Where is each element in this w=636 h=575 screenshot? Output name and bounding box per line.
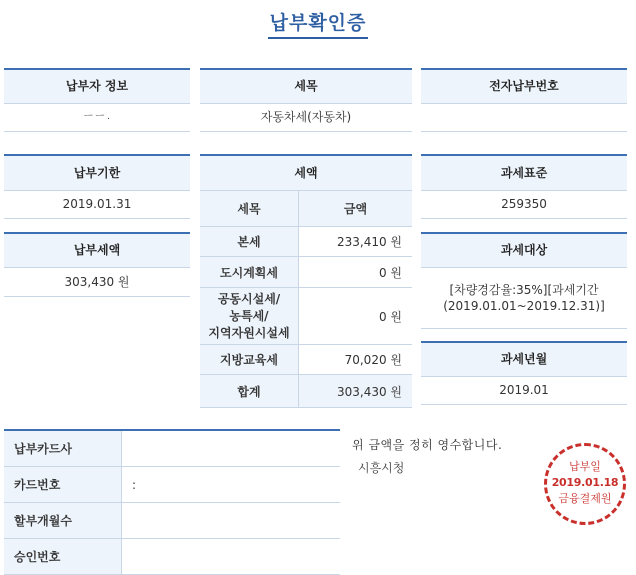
paid-amount-value: 303,430 원 xyxy=(4,268,190,297)
tax-item-header: 세목 xyxy=(200,68,412,104)
epay-number-box xyxy=(421,68,627,132)
tax-row-name: 지방교육세 xyxy=(200,345,299,375)
paid-amount-box xyxy=(4,232,190,297)
page-title: 납부확인증 xyxy=(268,12,369,39)
card-approval-label: 승인번호 xyxy=(4,539,122,575)
receipt-office: 시흥시청 xyxy=(358,461,405,475)
stamp-label: 납부일 xyxy=(569,460,601,473)
card-number-label: 카드번호 xyxy=(4,467,122,503)
table-row xyxy=(200,227,412,257)
table-row xyxy=(200,345,412,375)
tax-col-item: 세목 xyxy=(200,191,299,227)
tax-base-header: 과세표준 xyxy=(421,154,627,191)
tax-amount-box xyxy=(200,154,412,408)
stamp-issuer: 금융결제원 xyxy=(558,492,612,505)
tax-period-header: 과세년월 xyxy=(421,341,627,377)
card-installment-value xyxy=(122,503,341,539)
tax-row-name: 공동시설세/ 농특세/ 지역자원시설세 xyxy=(200,288,299,345)
tax-table-header-row xyxy=(200,191,412,227)
stamp-date: 2019.01.18 xyxy=(551,476,619,489)
tax-row-name: 본세 xyxy=(200,227,299,257)
tax-row-name: 도시계획세 xyxy=(200,257,299,288)
tax-period-box xyxy=(421,341,627,405)
tax-base-value: 259350 xyxy=(421,191,627,219)
receipt-text: 위 금액을 정히 영수합니다. xyxy=(352,438,503,452)
tax-item-value: 자동차세(자동차) xyxy=(200,104,412,132)
tax-breakdown-table xyxy=(200,191,412,408)
card-approval-row xyxy=(4,539,340,575)
table-row xyxy=(200,257,412,288)
due-date-box xyxy=(4,154,190,219)
card-approval-value xyxy=(122,539,341,575)
card-number-value: : xyxy=(122,467,341,503)
tax-col-amount: 금액 xyxy=(299,191,413,227)
table-row xyxy=(200,288,412,345)
tax-row-amount: 233,410 원 xyxy=(299,227,413,257)
payer-info-box xyxy=(4,68,190,132)
payer-info-header: 납부자 정보 xyxy=(4,68,190,104)
payment-stamp xyxy=(544,443,626,525)
tax-item-box xyxy=(200,68,412,132)
due-date-value: 2019.01.31 xyxy=(4,191,190,219)
tax-total-label: 합계 xyxy=(200,375,299,408)
tax-row-amount: 0 원 xyxy=(299,257,413,288)
paid-amount-header: 납부세액 xyxy=(4,232,190,268)
tax-row-amount: 0 원 xyxy=(299,288,413,345)
card-info-table xyxy=(4,429,340,575)
card-installment-label: 할부개월수 xyxy=(4,503,122,539)
payer-info-value: ㅡ ㅡ . xyxy=(4,104,190,132)
tax-target-box xyxy=(421,232,627,329)
tax-row-amount: 70,020 원 xyxy=(299,345,413,375)
card-company-row xyxy=(4,430,340,467)
tax-period-value: 2019.01 xyxy=(421,377,627,405)
tax-amount-header: 세액 xyxy=(200,154,412,191)
epay-number-value xyxy=(421,104,627,132)
epay-number-header: 전자납부번호 xyxy=(421,68,627,104)
tax-total-amount: 303,430 원 xyxy=(299,375,413,408)
tax-total-row xyxy=(200,375,412,408)
tax-target-header: 과세대상 xyxy=(421,232,627,268)
card-company-label: 납부카드사 xyxy=(4,430,122,467)
card-installment-row xyxy=(4,503,340,539)
due-date-header: 납부기한 xyxy=(4,154,190,191)
tax-base-box xyxy=(421,154,627,219)
tax-target-value: [차량경감율:35%][과세기간 (2019.01.01~2019.12.31)] xyxy=(421,268,627,329)
card-number-row xyxy=(4,467,340,503)
page-title-wrap xyxy=(0,8,636,35)
card-company-value xyxy=(122,430,341,467)
